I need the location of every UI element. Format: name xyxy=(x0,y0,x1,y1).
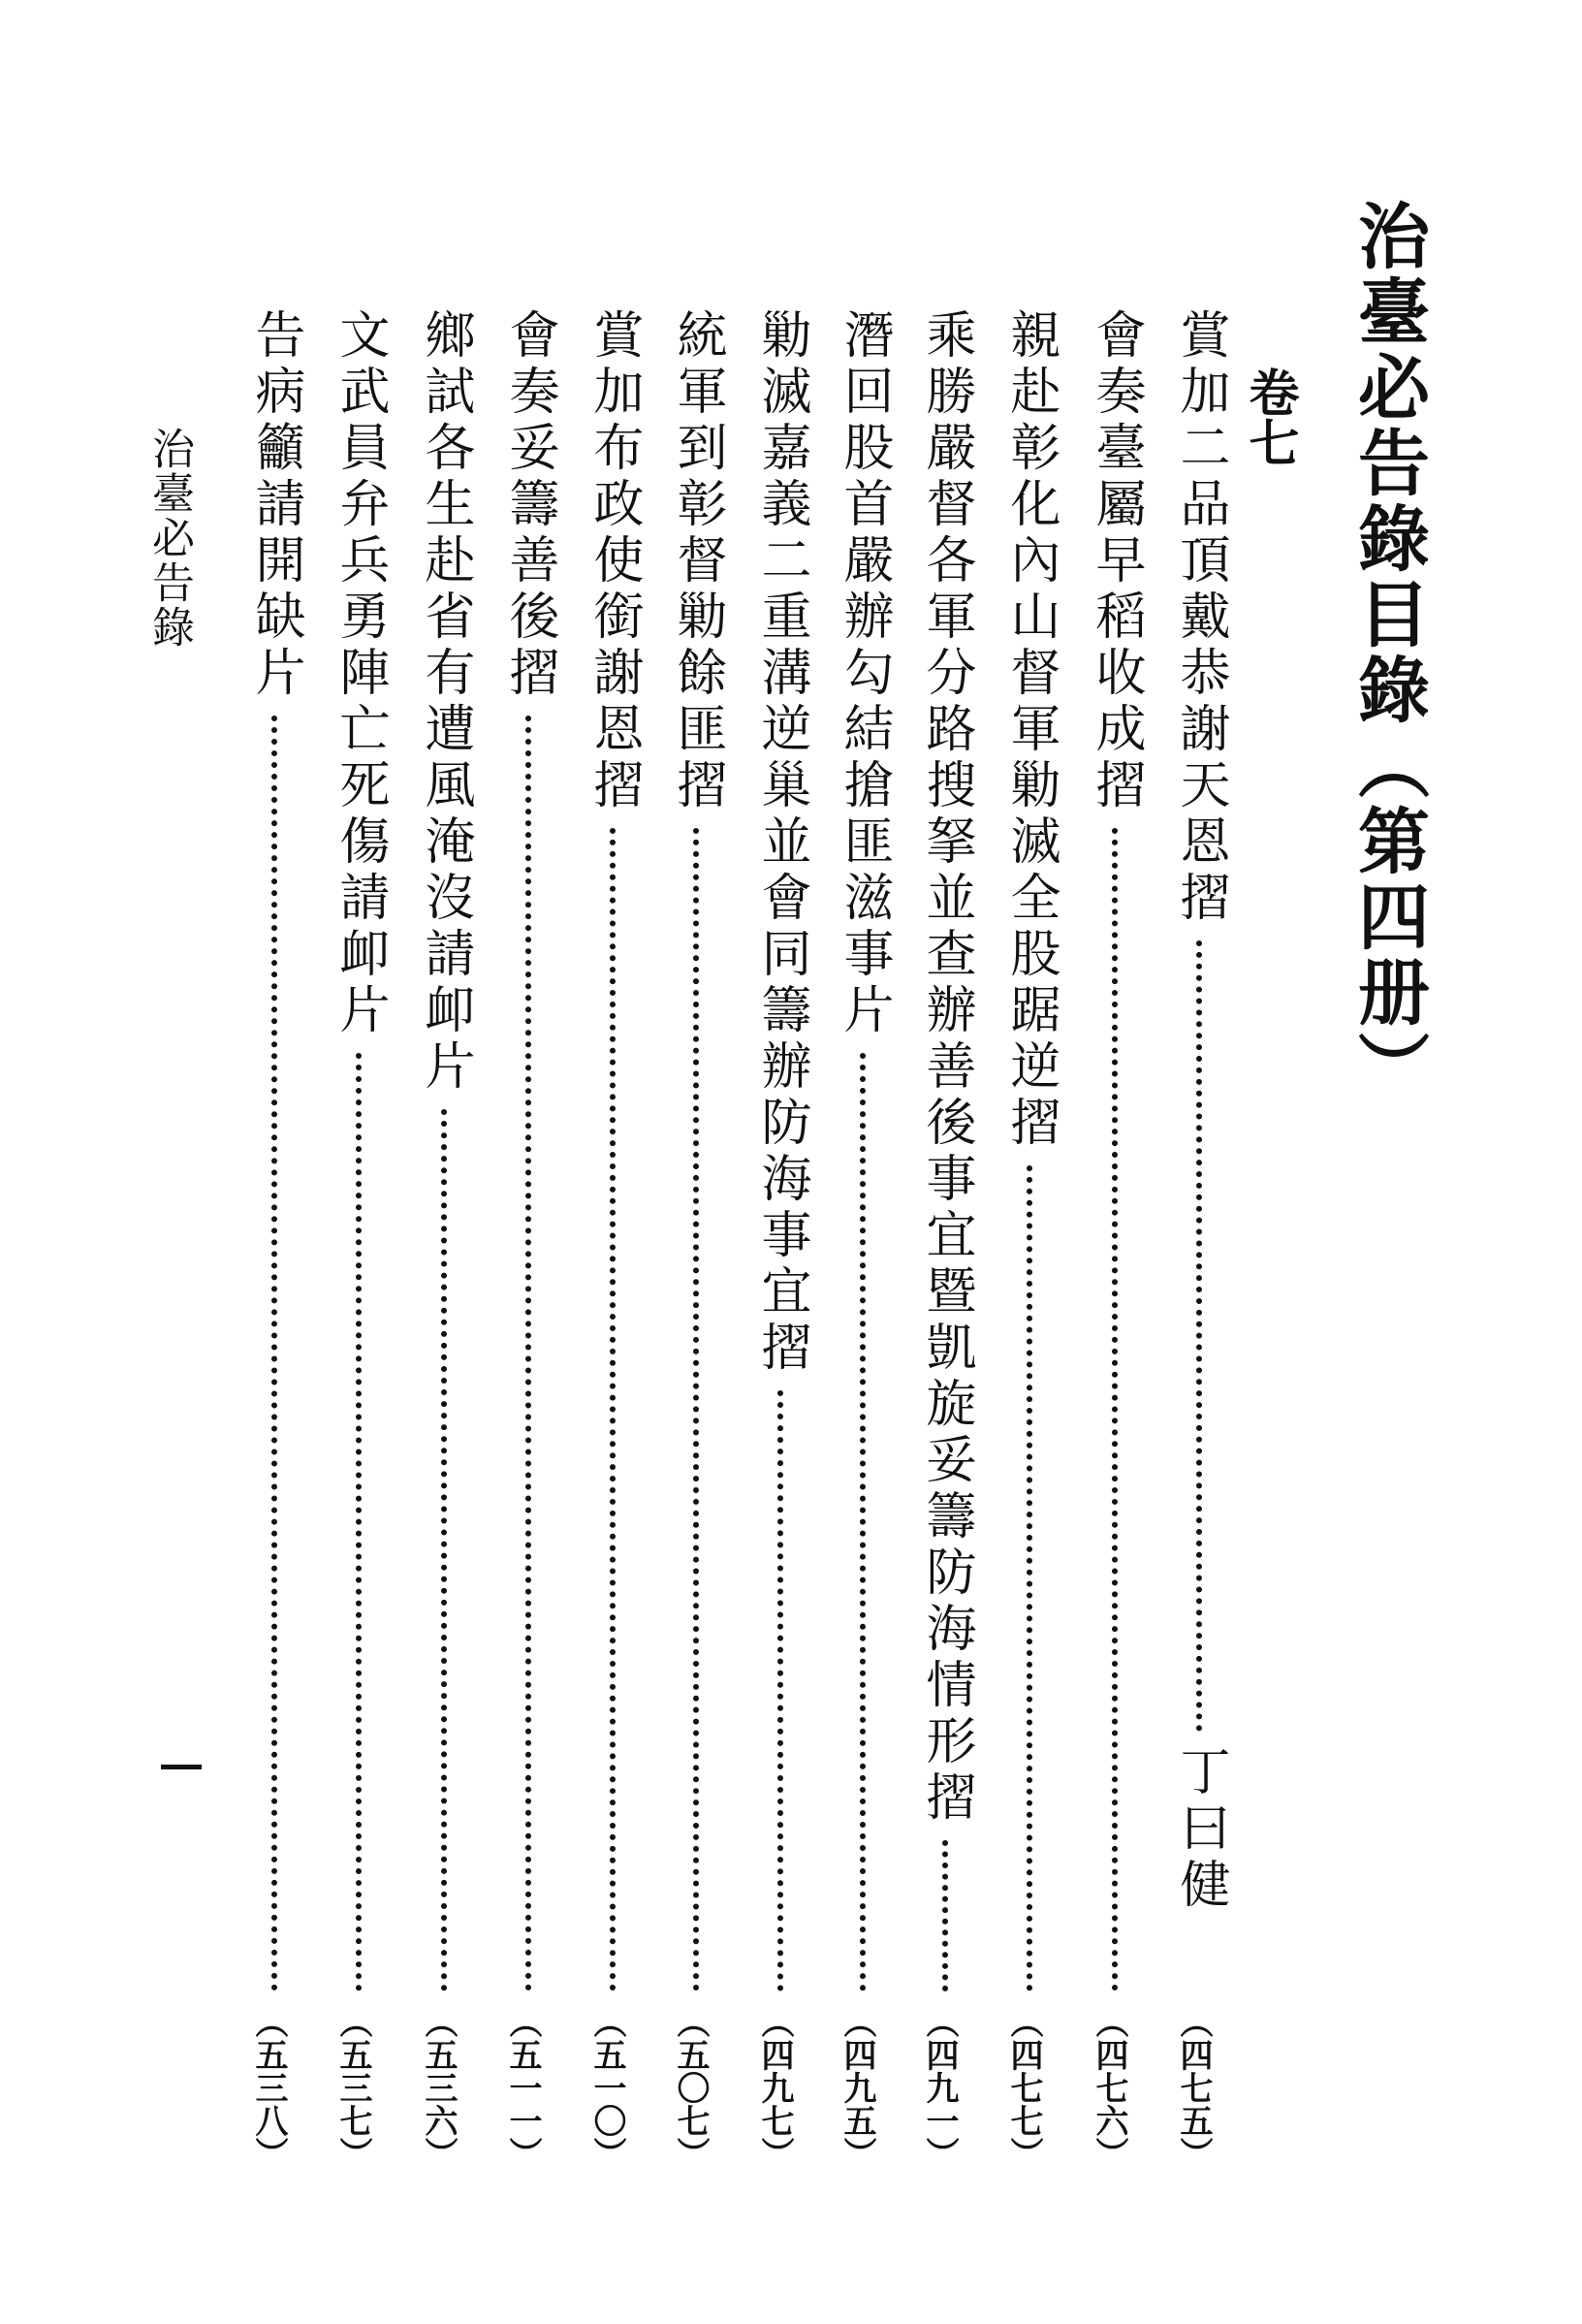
dot-leader xyxy=(610,828,616,1991)
entry-title: 乘勝嚴督各軍分路搜拏並查辦善後事宜暨凱旋妥籌防海情形摺 xyxy=(917,308,975,1827)
dot-leader xyxy=(525,716,531,1991)
folio-number xyxy=(161,1765,202,1769)
toc-entry xyxy=(246,308,308,2218)
entry-page-number: （五三七） xyxy=(333,2005,372,2170)
toc-entry xyxy=(585,308,647,2218)
entry-page-number: （五一一） xyxy=(503,2005,542,2170)
entry-page-number: （四七五） xyxy=(1174,2005,1213,2170)
entry-title: 會奏臺屬早稻收成摺 xyxy=(1087,308,1145,814)
toc-entry xyxy=(835,308,897,2218)
entry-page-number: （四九一） xyxy=(920,2005,959,2170)
dot-leader xyxy=(1112,828,1118,1991)
dot-leader xyxy=(271,716,277,1991)
entry-page-number: （四九五） xyxy=(838,2005,876,2170)
toc-entry xyxy=(1171,308,1233,2218)
entry-title: 告病籲請開缺片 xyxy=(246,308,304,702)
dot-leader xyxy=(1027,1165,1032,1991)
toc-entry xyxy=(668,308,730,2218)
entry-page-number: （五一〇） xyxy=(587,2005,626,2170)
entry-page-number: （四七七） xyxy=(1004,2005,1043,2170)
dot-leader xyxy=(693,828,699,1991)
toc-entry xyxy=(331,308,393,2218)
entry-author: 丁曰健 xyxy=(1171,1745,1229,1914)
entry-page-number: （四九七） xyxy=(755,2005,794,2170)
entry-title: 統軍到彰督勦餘匪摺 xyxy=(668,308,726,814)
entry-page-number: （四七六） xyxy=(1090,2005,1128,2170)
dot-leader xyxy=(441,1109,447,1991)
page-title: 治臺必告錄目錄（第四册） xyxy=(1346,199,1430,1106)
entry-title: 潛回股首嚴辦勾結搶匪滋事片 xyxy=(835,308,893,1039)
entry-page-number: （五〇七） xyxy=(671,2005,710,2170)
toc-entry xyxy=(752,308,814,2218)
entry-title: 勦滅嘉義二重溝逆巢並會同籌辦防海事宜摺 xyxy=(752,308,810,1377)
toc-entry xyxy=(917,308,979,2218)
toc-entry xyxy=(500,308,562,2218)
entry-title: 鄉試各生赴省有遭風淹沒請卹片 xyxy=(416,308,474,1096)
entry-page-number: （五三八） xyxy=(249,2005,288,2170)
toc-entry xyxy=(416,308,478,2218)
dot-leader xyxy=(942,1840,948,1991)
entry-title: 會奏妥籌善後摺 xyxy=(500,308,558,702)
toc-entry xyxy=(1087,308,1149,2218)
entry-title: 文武員弁兵勇陣亡死傷請卹片 xyxy=(331,308,389,1039)
toc-entry xyxy=(1001,308,1063,2218)
dot-leader xyxy=(860,1053,866,1991)
entry-title: 親赴彰化內山督軍勦滅全股踞逆摺 xyxy=(1001,308,1060,1152)
entry-title: 賞加二品頂戴恭謝天恩摺 xyxy=(1171,308,1229,927)
running-footer-title: 治臺必告錄 xyxy=(144,427,194,650)
volume-heading: 卷七 xyxy=(1240,366,1299,467)
dot-leader xyxy=(777,1390,783,1991)
dot-leader xyxy=(1196,940,1202,1732)
entry-page-number: （五三六） xyxy=(419,2005,458,2170)
entry-title: 賞加布政使銜謝恩摺 xyxy=(585,308,643,814)
dot-leader xyxy=(356,1053,362,1991)
